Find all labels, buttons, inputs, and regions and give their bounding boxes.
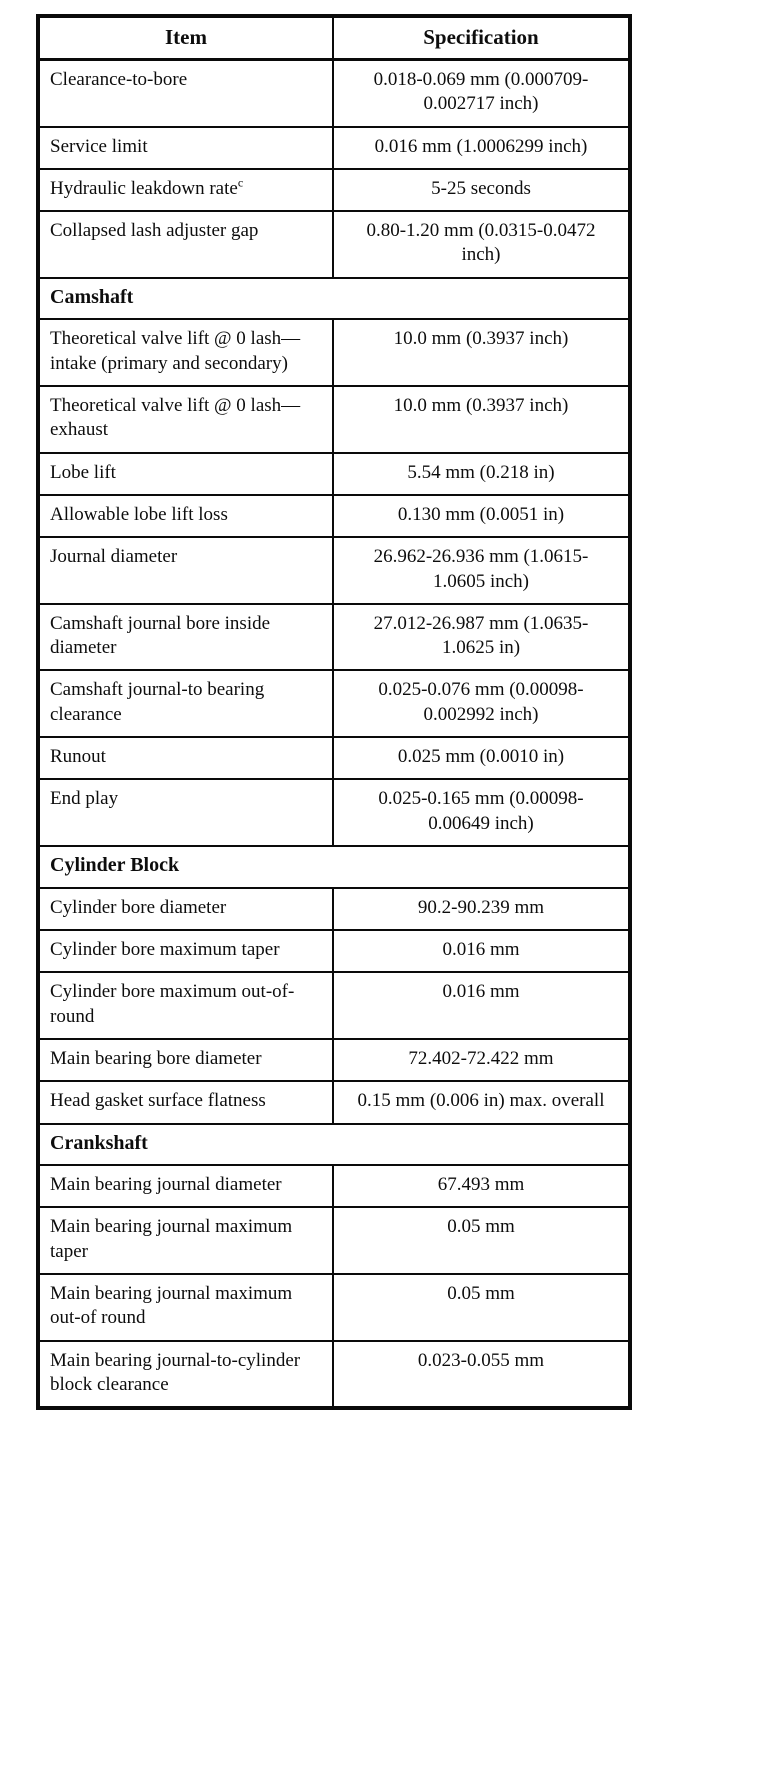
item-cell: Main bearing journal diameter [38, 1165, 333, 1207]
spec-cell: 0.025-0.076 mm (0.00098-0.002992 inch) [333, 670, 630, 737]
table-row [38, 1165, 630, 1207]
spec-cell: 0.025 mm (0.0010 in) [333, 737, 630, 779]
spec-cell: 67.493 mm [333, 1165, 630, 1207]
section-row [38, 278, 630, 320]
item-cell: Main bearing bore diameter [38, 1039, 333, 1081]
spec-cell: 72.402-72.422 mm [333, 1039, 630, 1081]
item-cell: Allowable lobe lift loss [38, 495, 333, 537]
table-row [38, 1039, 630, 1081]
section-title: Crankshaft [38, 1124, 630, 1166]
item-cell: Main bearing journal maximum taper [38, 1207, 333, 1274]
spec-table-body [38, 59, 630, 1408]
table-row [38, 930, 630, 972]
spec-cell: 0.80-1.20 mm (0.0315-0.0472 inch) [333, 211, 630, 278]
table-row [38, 59, 630, 126]
table-row [38, 737, 630, 779]
spec-cell: 0.016 mm [333, 972, 630, 1039]
table-row [38, 888, 630, 930]
table-row [38, 604, 630, 671]
table-row [38, 169, 630, 211]
specification-table [36, 14, 632, 1410]
table-row [38, 670, 630, 737]
table-row [38, 1081, 630, 1123]
item-cell: Cylinder bore maximum taper [38, 930, 333, 972]
spec-cell: 0.016 mm [333, 930, 630, 972]
spec-cell: 90.2-90.239 mm [333, 888, 630, 930]
table-row [38, 319, 630, 386]
table-row [38, 386, 630, 453]
footnote-marker: c [237, 175, 244, 190]
table-row [38, 127, 630, 169]
table-row [38, 211, 630, 278]
table-row [38, 1274, 630, 1341]
spec-cell: 26.962-26.936 mm (1.0615-1.0605 inch) [333, 537, 630, 604]
section-title: Camshaft [38, 278, 630, 320]
item-cell: Head gasket surface flatness [38, 1081, 333, 1123]
section-row [38, 846, 630, 888]
item-cell: Camshaft journal bore inside diameter [38, 604, 333, 671]
item-cell: Main bearing journal maximum out-of round [38, 1274, 333, 1341]
item-cell: Cylinder bore maximum out-of-round [38, 972, 333, 1039]
item-cell: Clearance-to-bore [38, 59, 333, 126]
spec-cell: 10.0 mm (0.3937 inch) [333, 319, 630, 386]
spec-cell: 0.018-0.069 mm (0.000709-0.002717 inch) [333, 59, 630, 126]
item-cell: Theoretical valve lift @ 0 lash—exhaust [38, 386, 333, 453]
spec-cell: 10.0 mm (0.3937 inch) [333, 386, 630, 453]
spec-cell: 0.016 mm (1.0006299 inch) [333, 127, 630, 169]
item-cell: Main bearing journal-to-cylinder block clearance [38, 1341, 333, 1409]
spec-cell: 0.023-0.055 mm [333, 1341, 630, 1409]
table-row [38, 1207, 630, 1274]
section-title: Cylinder Block [38, 846, 630, 888]
column-header-item: Item [38, 16, 333, 59]
table-row [38, 1341, 630, 1409]
spec-cell: 5.54 mm (0.218 in) [333, 453, 630, 495]
spec-cell: 0.130 mm (0.0051 in) [333, 495, 630, 537]
item-cell: Cylinder bore diameter [38, 888, 333, 930]
item-cell: End play [38, 779, 333, 846]
item-cell: Theoretical valve lift @ 0 lash—intake (primary and secondary) [38, 319, 333, 386]
table-row [38, 972, 630, 1039]
column-header-specification: Specification [333, 16, 630, 59]
spec-cell: 0.05 mm [333, 1274, 630, 1341]
table-row [38, 495, 630, 537]
item-cell: Lobe lift [38, 453, 333, 495]
item-cell: Camshaft journal-to bearing clearance [38, 670, 333, 737]
spec-cell: 5-25 seconds [333, 169, 630, 211]
item-cell: Journal diameter [38, 537, 333, 604]
item-cell: Hydraulic leakdown rate$^c$ [38, 169, 333, 211]
spec-cell: 0.15 mm (0.006 in) max. overall [333, 1081, 630, 1123]
spec-cell: 27.012-26.987 mm (1.0635-1.0625 in) [333, 604, 630, 671]
section-row [38, 1124, 630, 1166]
table-row [38, 453, 630, 495]
spec-cell: 0.025-0.165 mm (0.00098-0.00649 inch) [333, 779, 630, 846]
table-row [38, 537, 630, 604]
item-cell: Service limit [38, 127, 333, 169]
item-cell: Runout [38, 737, 333, 779]
table-header-row [38, 16, 630, 59]
spec-cell: 0.05 mm [333, 1207, 630, 1274]
item-cell: Collapsed lash adjuster gap [38, 211, 333, 278]
table-row [38, 779, 630, 846]
